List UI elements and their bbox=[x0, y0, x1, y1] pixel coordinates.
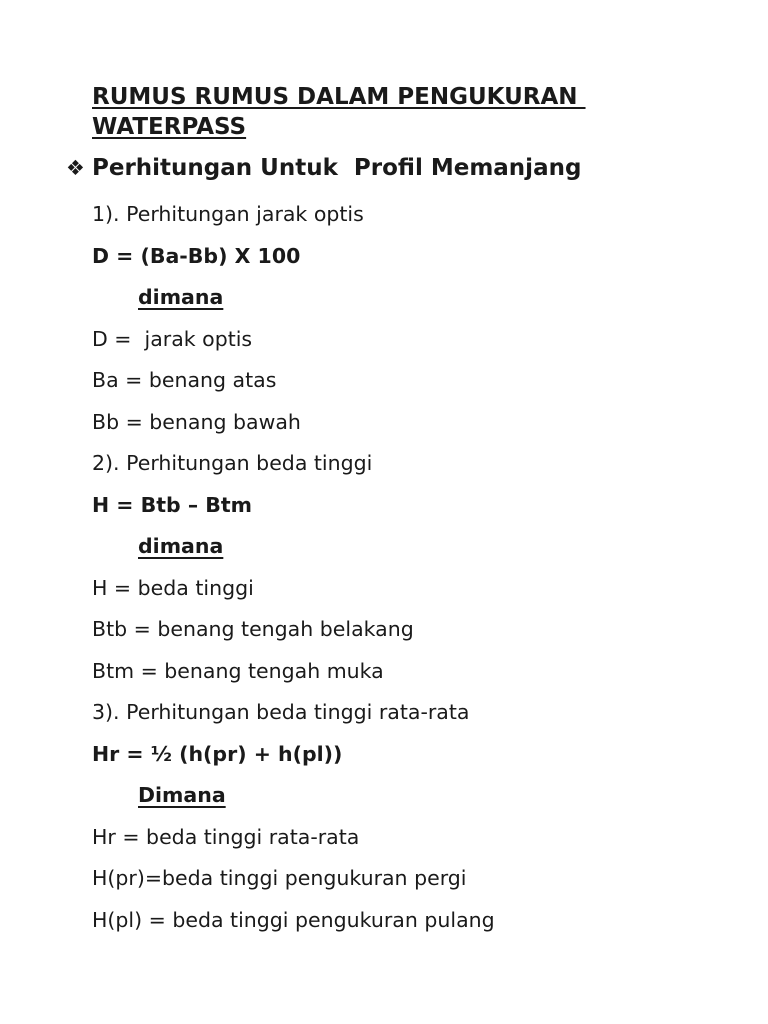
bullet-heading bbox=[66, 153, 710, 183]
section-2-definition-3: Btm = benang tengah muka bbox=[92, 658, 384, 683]
diamond-bullet-icon: ❖ bbox=[66, 156, 85, 180]
section-2-definition-1: H = beda tinggi bbox=[92, 575, 254, 600]
section-3-definition-2: H(pr)=beda tinggi pengukuran pergi bbox=[92, 866, 467, 890]
section-1-definition-2: Ba = benang atas bbox=[92, 368, 277, 392]
title-line-1: RUMUS RUMUS DALAM PENGUKURAN bbox=[92, 84, 586, 110]
section-3-definition-3: H(pl) = beda tinggi pengukuran pulang bbox=[92, 907, 495, 932]
bullet-heading-text: Perhitungan Untuk Profil Memanjang bbox=[92, 155, 582, 181]
section-1-formula: D = (Ba-Bb) X 100 bbox=[92, 243, 301, 268]
document-body bbox=[92, 194, 710, 941]
section-3-dimana-label: Dimana bbox=[138, 783, 226, 807]
title-line-2: WATERPASS bbox=[92, 114, 247, 140]
section-2-dimana-label: dimana bbox=[138, 534, 224, 558]
section-3-definition-1: Hr = beda tinggi rata-rata bbox=[92, 824, 360, 849]
section-2-definition-2: Btb = benang tengah belakang bbox=[92, 617, 414, 641]
section-3-formula: Hr = ½ (h(pr) + h(pl)) bbox=[92, 741, 343, 766]
section-1-definition-3: Bb = benang bawah bbox=[92, 409, 301, 434]
section-1-definition-1: D = jarak optis bbox=[92, 326, 253, 351]
section-3-heading: 3). Perhitungan beda tinggi rata-rata bbox=[92, 700, 470, 724]
section-2-heading: 2). Perhitungan beda tinggi bbox=[92, 451, 373, 475]
section-2-formula: H = Btb – Btm bbox=[92, 492, 253, 517]
document-title bbox=[92, 82, 710, 142]
section-1-dimana-label: dimana bbox=[138, 285, 224, 309]
section-1-heading: 1). Perhitungan jarak optis bbox=[92, 202, 364, 226]
